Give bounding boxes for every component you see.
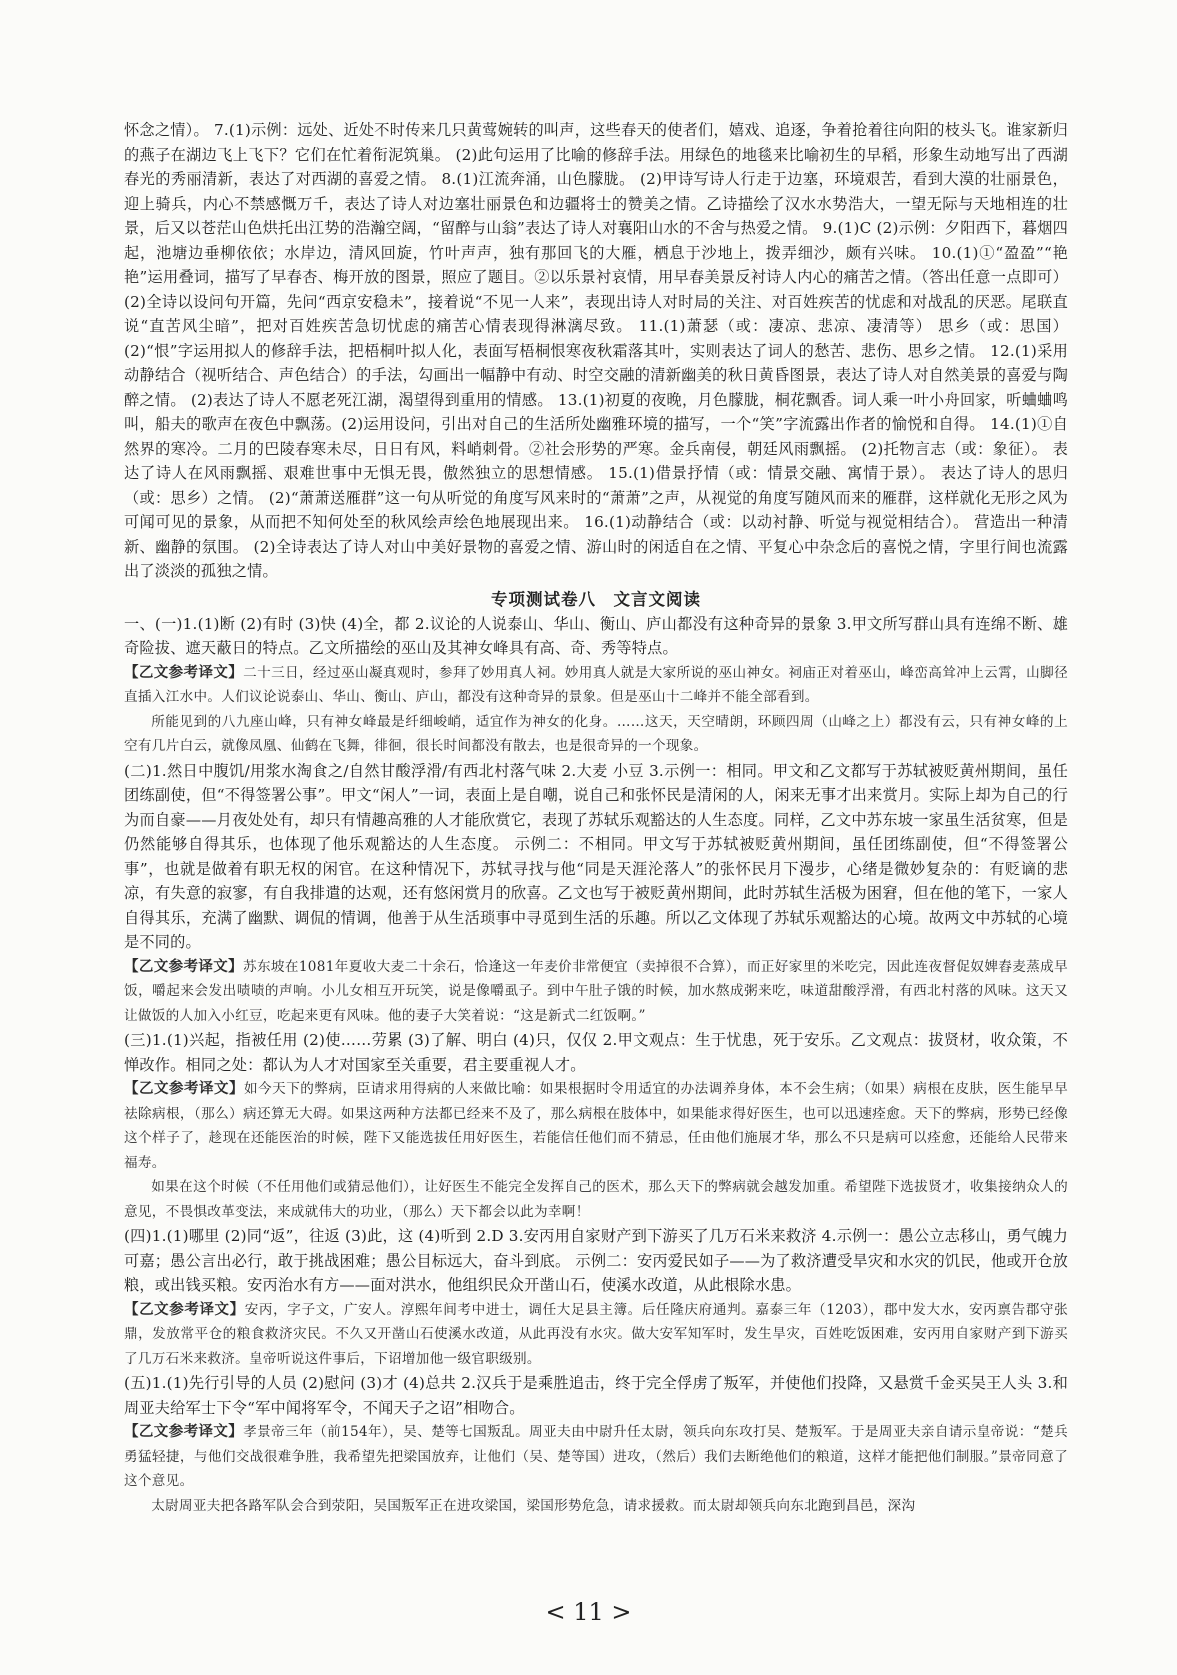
translation-text: 安丙，字子文，广安人。淳熙年间考中进士，调任大足县主簿。后任隆庆府通判。嘉泰三年（1203），郡中发大水，安丙禀告郡守张鼎，发放常平仓的粮食救济灾民。不久又开凿山石使溪水改道，从此再没有水灾。做大安军知军时，发生旱灾，百姓吃饭困难，安丙用自家财产到下游买了几万石米来救济。皇帝听说这件事后，下诏增加他一级官职级别。 <box>124 1301 1068 1367</box>
translation-text: 苏东坡在1081年夏收大麦二十余石，恰逢这一年麦价非常便宜（卖掉很不合算），而正好家里的米吃完，因此连夜督促奴婢舂麦蒸成早饭，嚼起来会发出啧啧的声响。小儿女相互开玩笑，说是像嚼虱子。到中午肚子饿的时候，加水熬成粥来吃，味道甜酸浮滑，有西北村落的风味。这天又让做饭的人加入小红豆，吃起来更有风味。他的妻子大笑着说：“这是新式二红饭啊。” <box>124 958 1069 1024</box>
translation-text: 孝景帝三年（前154年），吴、楚等七国叛乱。周亚夫由中尉升任太尉，领兵向东攻打吴、楚叛军。于是周亚夫亲自请示皇帝说：“楚兵勇猛轻捷，与他们交战很难争胜，我希望先把梁国放弃，让他们（吴、楚等国）进攻，（然后）我们去断绝他们的粮道，这样才能把他们制服。”景帝同意了这个意见。 <box>124 1424 1068 1489</box>
page-number: < 11 > <box>545 1598 632 1626</box>
part-3-translation-cont: 如果在这个时候（不任用他们或猜忌他们），让好医生不能完全发挥自己的医术，那么天下的弊病就会越发加重。希望陛下选拔贤才，收集接纳众人的意见，不畏惧改革变法，来成就伟大的功业，（那么）天下都会以此为幸啊！ <box>124 1179 1068 1220</box>
part-3-answers: (三)1.(1)兴起，指被任用 (2)使……劳累 (3)了解、明白 (4)只，仅仅 2.甲文观点：生于忧患，死于安乐。乙文观点：拔贤材，收众策，不惮改作。相同之处：都认为人才对国家至关重要，君主要重视人才。 <box>124 1031 1068 1074</box>
part-3-translation <box>124 1077 1068 1175</box>
section-title: 专项测试卷八 文言文阅读 <box>491 589 701 609</box>
translation-tag: 【乙文参考译文】 <box>124 1301 245 1318</box>
translation-tag: 【乙文参考译文】 <box>124 1081 244 1097</box>
part-1-answers: 一、(一)1.(1)断 (2)有时 (3)快 (4)全，都 2.议论的人说泰山、华山、衡山、庐山都没有这种奇异的景象 3.甲文所写群山具有连绵不断、雄奇险拔、遮天蔽日的特点。乙文所描绘的巫山及其神女峰具有高、奇、秀等特点。 <box>124 614 1068 657</box>
translation-tag: 【乙文参考译文】 <box>124 664 244 681</box>
part-2-translation <box>124 955 1068 1029</box>
part-4-translation <box>124 1298 1068 1372</box>
translation-text: 二十三日，经过巫山凝真观时，参拜了妙用真人祠。妙用真人就是大家所说的巫山神女。祠庙正对着巫山，峰峦高耸冲上云霄，山脚径直插入江水中。人们议论说泰山、华山、衡山、庐山，都没有这种奇异的景象。但是巫山十二峰并不能全部看到。 <box>124 664 1068 705</box>
part-2-answers: (二)1.然日中腹饥/用浆水淘食之/自然甘酸浮滑/有西北村落气味 2.大麦 小豆 3.示例一：相同。甲文和乙文都写于苏轼被贬黄州期间，虽任团练副使，但“不得签署公事”。甲文“闲人”一词，表面上是自嘲，说自己和张怀民是清闲的人，闲来无事才出来赏月。实际上却为自己的行为而自豪——月夜处处有，却只有情趣高雅的人才能欣赏它，表现了苏轼乐观豁达的人生态度。同样，乙文中苏东坡一家虽生活贫寒，但是仍然能够自得其乐，也体现了他乐观豁达的人生态度。 示例二：不相同。甲文写于苏轼被贬黄州期间，虽任团练副使，但“不得签署公事”，也就是做着有职无权的闲官。在这种情况下，苏轼寻找与他“同是天涯沦落人”的张怀民月下漫步，心绪是微妙复杂的：有贬谪的悲凉，有失意的寂寥，有自我排遣的达观，还有悠闲赏月的欣喜。乙文也写于被贬黄州期间，此时苏轼生活极为困窘，但在他的笔下，一家人自得其乐，充满了幽默、调侃的情调，他善于从生活琐事中寻觅到生活的乐趣。所以乙文体现了苏轼乐观豁达的心境。故两文中苏轼的心境是不同的。 <box>124 761 1068 951</box>
part-1-translation-cont: 所能见到的八九座山峰，只有神女峰最是纤细峻峭，适宜作为神女的化身。……这天，天空晴朗，环顾四周（山峰之上）都没有云，只有神女峰的上空有几片白云，就像凤凰、仙鹤在飞舞，徘徊，很长时间都没有散去，也是很奇异的一个现象。 <box>124 713 1068 754</box>
translation-tag: 【乙文参考译文】 <box>124 1424 244 1440</box>
part-4-answers: (四)1.(1)哪里 (2)同“返”，往返 (3)此，这 (4)听到 2.D 3.安丙用自家财产到下游买了几万石米来救济 4.示例一：愚公立志移山，勇气魄力可嘉；愚公言出必行，敢于挑战困难；愚公目标远大，奋斗到底。 示例二：安丙爱民如子——为了救济遭受旱灾和水灾的饥民，他或开仓放粮，或出钱买粮。安丙治水有方——面对洪水，他组织民众开凿山石，使溪水改道，从此根除水患。 <box>124 1227 1068 1294</box>
answer-content <box>124 118 1068 1518</box>
part-5-translation-cont: 太尉周亚夫把各路军队会合到荥阳，吴国叛军正在进攻梁国，梁国形势危急，请求援救。而太尉却领兵向东北跑到昌邑，深沟 <box>151 1497 916 1514</box>
poetry-answers-paragraph: 怀念之情）。 7.(1)示例：远处、近处不时传来几只黄莺婉转的叫声，这些春天的使者们，嬉戏、追逐，争着抢着往向阳的枝头飞。谁家新归的燕子在湖边飞上飞下？它们在忙着衔泥筑巢。 (2)此句运用了比喻的修辞手法。用绿色的地毯来比喻初生的早稻，形象生动地写出了西湖春光的秀丽清新，表达了对西湖的喜爱之情。 8.(1)江流奔涌，山色朦胧。 (2)甲诗写诗人行走于边塞，环境艰苦，看到大漠的壮丽景色，迎上骑兵，内心不禁感慨万千，表达了诗人对边塞壮丽景色和边疆将士的赞美之情。乙诗描绘了汉水水势浩大，一望无际与天地相连的壮景，后又以苍茫山色烘托出江势的浩瀚空阔，“留醉与山翁”表达了诗人对襄阳山水的不舍与热爱之情。 9.(1)C (2)示例：夕阳西下，暮烟四起，池塘边垂柳依依；水岸边，清风回旋，竹叶声声，独有那回飞的大雁，栖息于沙地上，拨弄细沙，颇有兴味。 10.(1)①“盈盈”“艳艳”运用叠词，描写了早春杏、梅开放的图景，照应了题目。②以乐景衬哀情，用早春美景反衬诗人内心的痛苦之情。（答出任意一点即可） (2)全诗以设问句开篇，先问“西京安稳未”，接着说“不见一人来”，表现出诗人对时局的关注、对百姓疾苦的忧虑和对战乱的厌恶。尾联直说“直苦风尘暗”，把对百姓疾苦急切忧虑的痛苦心情表现得淋漓尽致。 11.(1)萧瑟（或：凄凉、悲凉、凄清等） 思乡（或：思国） (2)“恨”字运用拟人的修辞手法，把梧桐叶拟人化，表面写梧桐恨寒夜秋霜落其叶，实则表达了词人的愁苦、悲伤、思乡之情。 12.(1)采用动静结合（视听结合、声色结合）的手法，勾画出一幅静中有动、时空交融的清新幽美的秋日黄昏图景，表达了诗人对自然美景的喜爱与陶醉之情。 (2)表达了诗人不愿老死江湖，渴望得到重用的情感。 13.(1)初夏的夜晚，月色朦胧，桐花飘香。词人乘一叶小舟回家，听蛐蛐鸣叫，船夫的歌声在夜色中飘荡。(2)运用设问，引出对自己的生活所处幽雅环境的描写，一个“笑”字流露出作者的愉悦和自得。 14.(1)①自然界的寒冷。二月的巴陵春寒未尽，日日有风，料峭刺骨。②社会形势的严寒。金兵南侵，朝廷风雨飘摇。 (2)托物言志（或：象征）。 表达了诗人在风雨飘摇、艰难世事中无惧无畏，傲然独立的思想情感。 15.(1)借景抒情（或：情景交融、寓情于景）。 表达了诗人的思归（或：思乡）之情。 (2)“萧萧送雁群”这一句从听觉的角度写风来时的“萧萧”之声，从视觉的角度写随风而来的雁群，这样就化无形之风为可闻可见的景象，从而把不知何处至的秋风绘声绘色地展现出来。 16.(1)动静结合（或：以动衬静、听觉与视觉相结合）。 营造出一种清新、幽静的氛围。 (2)全诗表达了诗人对山中美好景物的喜爱之情、游山时的闲适自在之情、平复心中杂念后的喜悦之情，字里行间也流露出了淡淡的孤独之情。 <box>124 121 1068 580</box>
part-1-translation <box>124 661 1068 710</box>
translation-tag: 【乙文参考译文】 <box>124 958 243 975</box>
part-5-translation <box>124 1420 1068 1494</box>
part-5-answers: (五)1.(1)先行引导的人员 (2)慰问 (3)才 (4)总共 2.汉兵于是乘胜追击，终于完全俘虏了叛军，并使他们投降，又悬赏千金买吴王人头 3.和周亚夫给军士下令“军中闻将军令，不闻天子之诏”相吻合。 <box>124 1374 1068 1417</box>
translation-text: 如今天下的弊病，臣请求用得病的人来做比喻：如果根据时令用适宜的办法调养身体，本不会生病；（如果）病根在皮肤，医生能早早祛除病根，（那么）病还算无大碍。如果这两种方法都已经来不及了，那么病根在肢体中，如果能求得好医生，也可以迅速痊愈。天下的弊病，形势已经像这个样子了，趁现在还能医治的时候，陛下又能选拔任用好医生，若能信任他们而不猜忌，任由他们施展才华，那么不只是病可以痊愈，还能给人民带来福寿。 <box>124 1081 1068 1171</box>
